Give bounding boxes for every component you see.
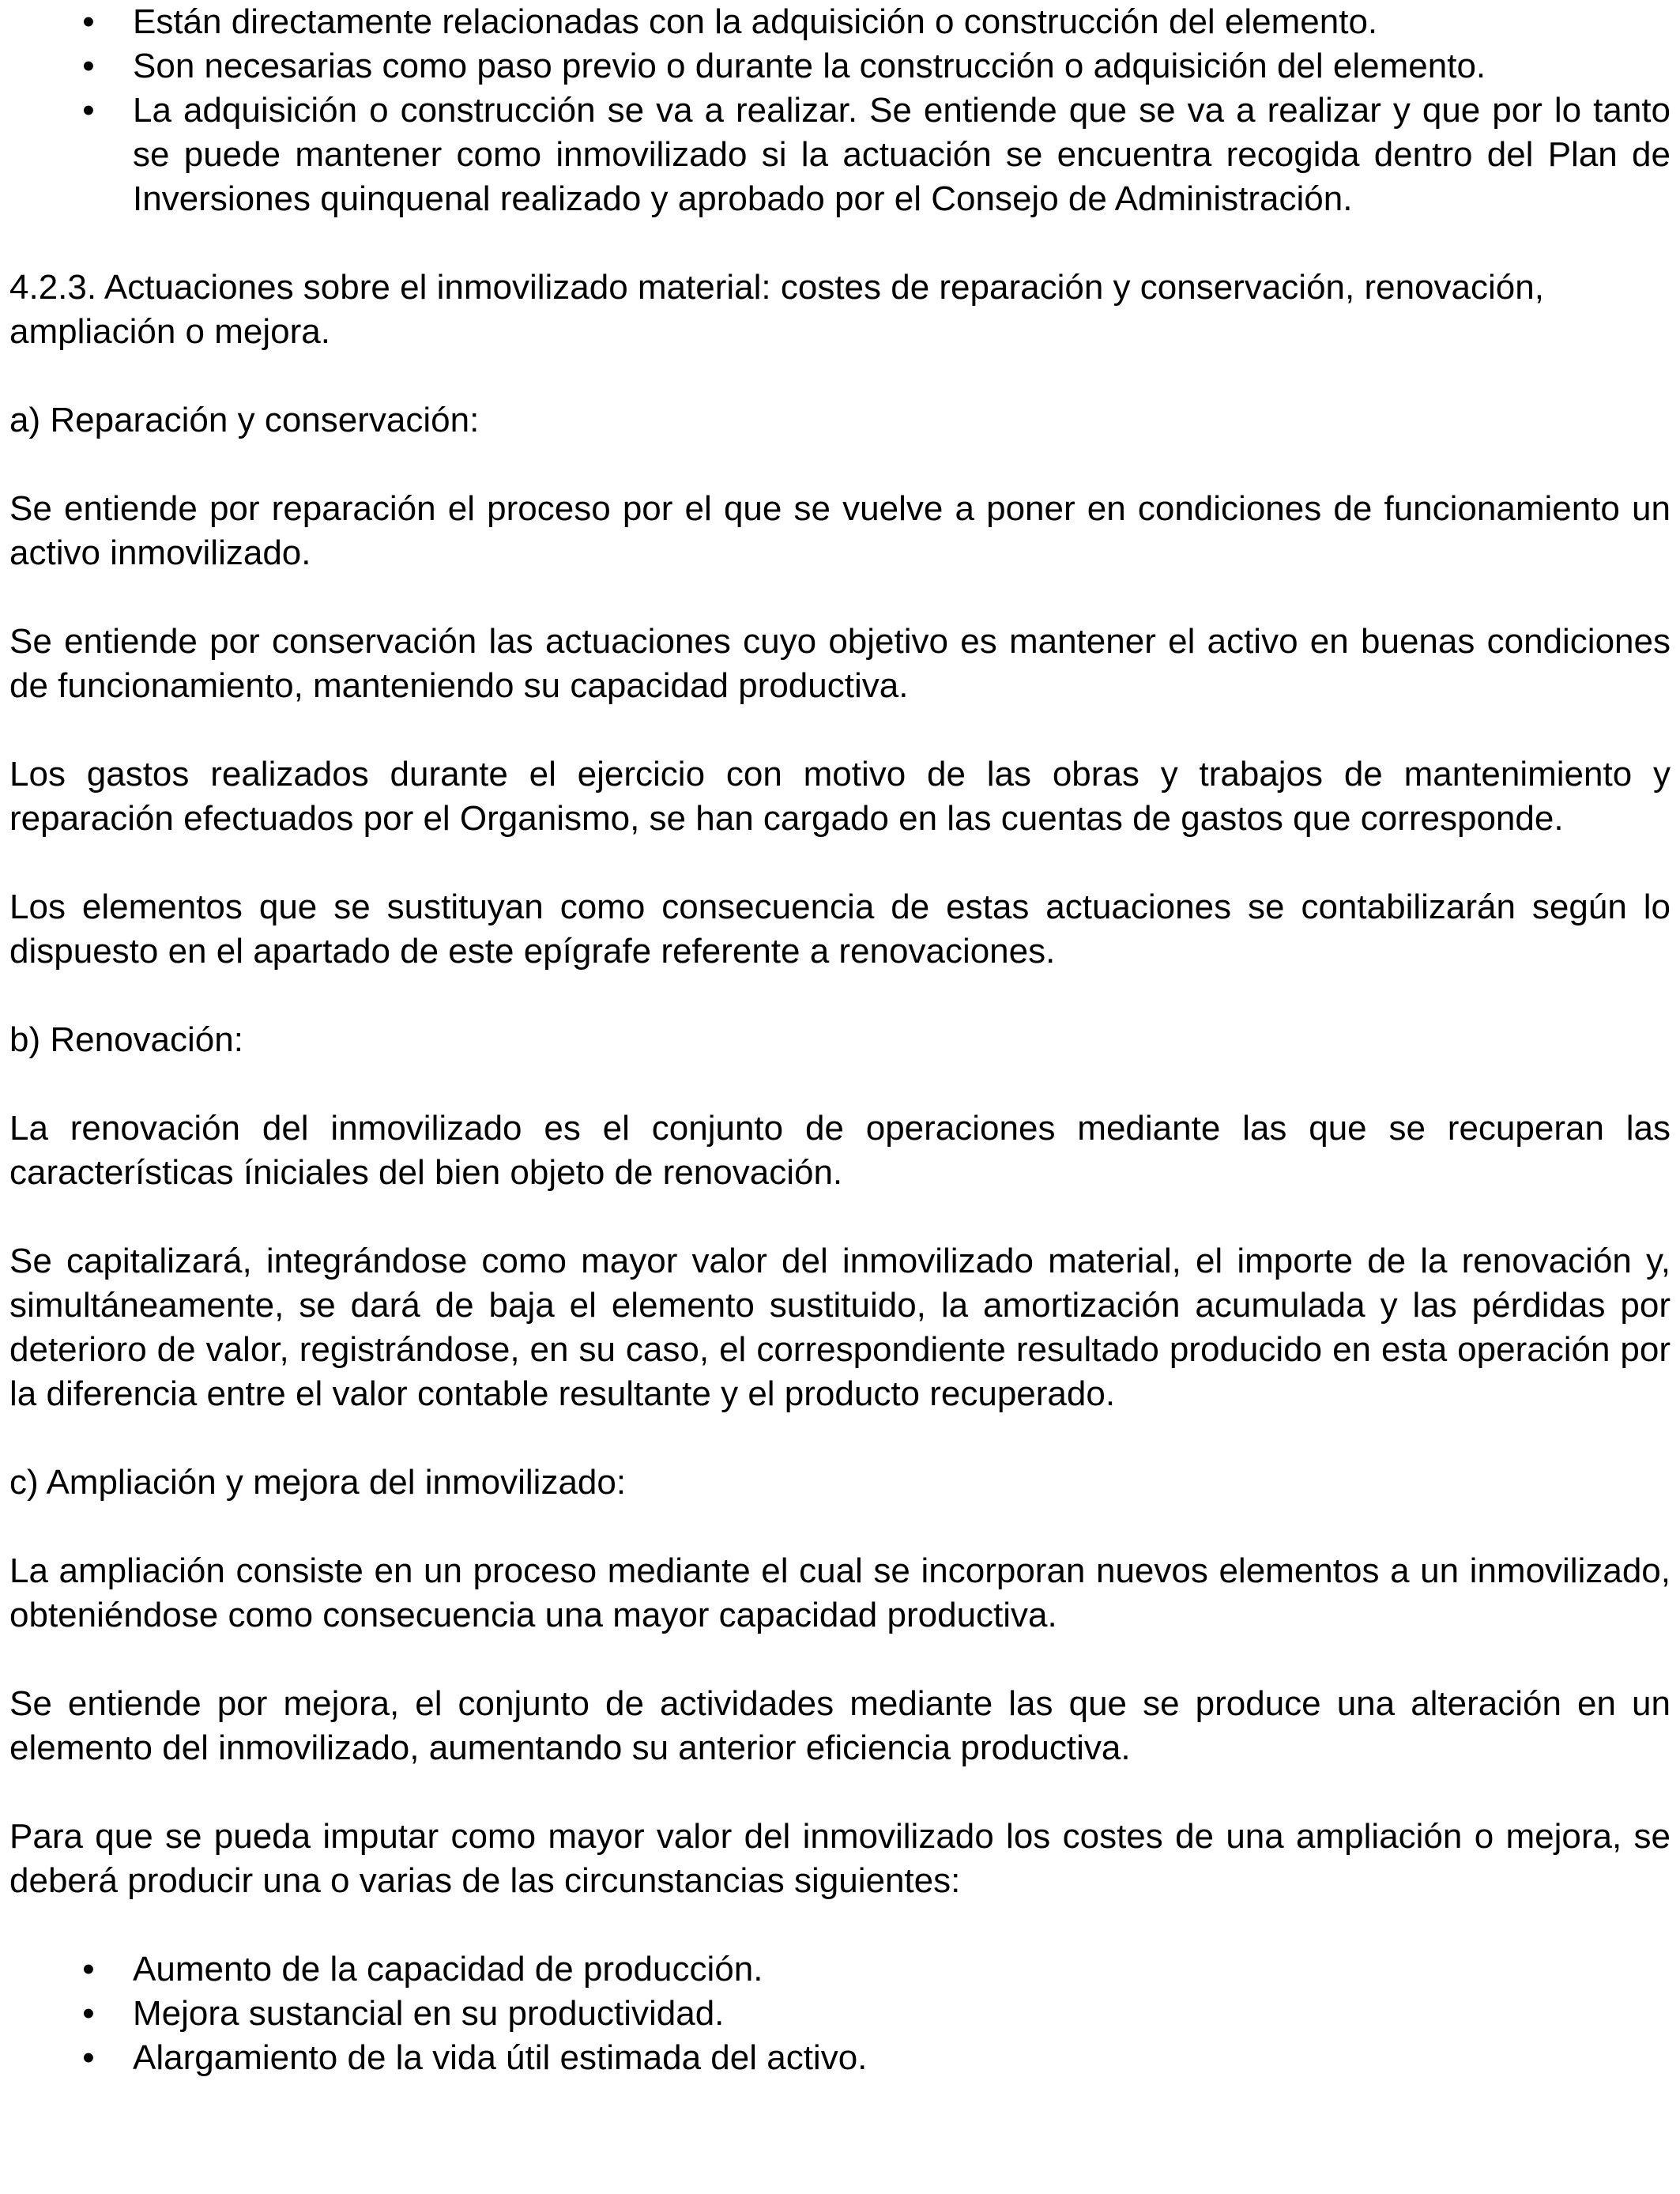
list-item-text: La adquisición o construcción se va a realizar. Se entiende que se va a realizar y que por lo tanto se puede mantener como inmovilizado si la actuación se encuentra recogida dentro del Plan de Inversiones quinquenal realizado y aprobado por el Consejo de Administración. — [133, 91, 1671, 218]
paragraph-elementos-sustituidos: Los elementos que se sustituyan como consecuencia de estas actuaciones se contabilizarán según lo dispuesto en el apartado de este epígrafe referente a renovaciones. — [9, 888, 1671, 971]
list-item — [9, 44, 1671, 89]
bullet-icon: • — [82, 2038, 95, 2077]
paragraph-renovacion-definicion: La renovación del inmovilizado es el conjunto de operaciones mediante las que se recuperan las características íniciales del bien objeto de renovación. — [9, 1109, 1671, 1192]
bullet-icon: • — [82, 1950, 95, 1989]
paragraph-mejora: Se entiende por mejora, el conjunto de actividades mediante las que se produce una alteración en un elemento del inmovilizado, aumentando su anterior eficiencia productiva. — [9, 1684, 1671, 1767]
bullet-icon: • — [82, 91, 95, 130]
paragraph-gastos: Los gastos realizados durante el ejercicio con motivo de las obras y trabajos de mantenimiento y reparación efectuados por el Organismo, se han cargado en las cuentas de gastos que corresponde. — [9, 755, 1671, 838]
paragraph-renovacion-capitalizacion: Se capitalizará, integrándose como mayor valor del inmovilizado material, el importe de la renovación y, simultáneamente, se dará de baja el elemento sustituido, la amortización acumulada y las pérdidas por deterioro de valor, registrándose, en su caso, el correspondiente resultado producido en esta operación por la diferencia entre el valor contable resultante y el producto recuperado. — [9, 1242, 1671, 1413]
top-bullet-list — [9, 0, 1671, 221]
paragraph-reparacion: Se entiende por reparación el proceso por el que se vuelve a poner en condiciones de funcionamiento un activo inmovilizado. — [9, 489, 1671, 572]
list-item — [9, 0, 1671, 44]
list-item-text: Son necesarias como paso previo o durante la construcción o adquisición del elemento. — [133, 47, 1486, 85]
list-item — [9, 2036, 1671, 2080]
paragraph-circunstancias: Para que se pueda imputar como mayor valor del inmovilizado los costes de una ampliación o mejora, se deberá producir una o varias de las circunstancias siguientes: — [9, 1817, 1671, 1900]
subsection-heading-b: b) Renovación: — [9, 1020, 243, 1059]
paragraph-ampliacion: La ampliación consiste en un proceso mediante el cual se incorporan nuevos elementos a un inmovilizado, obteniéndose como consecuencia una mayor capacidad productiva. — [9, 1551, 1671, 1634]
subsection-heading-c: c) Ampliación y mejora del inmovilizado: — [9, 1463, 627, 1502]
list-item — [9, 1947, 1671, 1992]
section-heading: 4.2.3. Actuaciones sobre el inmovilizado material: costes de reparación y conservación, renovación, ampliación o mejora. — [9, 268, 1544, 351]
list-item-text: Alargamiento de la vida útil estimada del activo. — [133, 2038, 868, 2077]
paragraph-conservacion: Se entiende por conservación las actuaciones cuyo objetivo es mantener el activo en buenas condiciones de funcionamiento, manteniendo su capacidad productiva. — [9, 622, 1671, 705]
bullet-icon: • — [82, 1994, 95, 2033]
bullet-icon: • — [82, 2, 95, 41]
list-item-text: Aumento de la capacidad de producción. — [133, 1950, 763, 1989]
list-item-text: Mejora sustancial en su productividad. — [133, 1994, 725, 2033]
list-item — [9, 1992, 1671, 2036]
bottom-bullet-list — [9, 1947, 1671, 2080]
subsection-heading-a: a) Reparación y conservación: — [9, 401, 480, 439]
bullet-icon: • — [82, 47, 95, 85]
document-page — [9, 0, 1671, 2080]
list-item — [9, 89, 1671, 221]
list-item-text: Están directamente relacionadas con la adquisición o construcción del elemento. — [133, 2, 1378, 41]
